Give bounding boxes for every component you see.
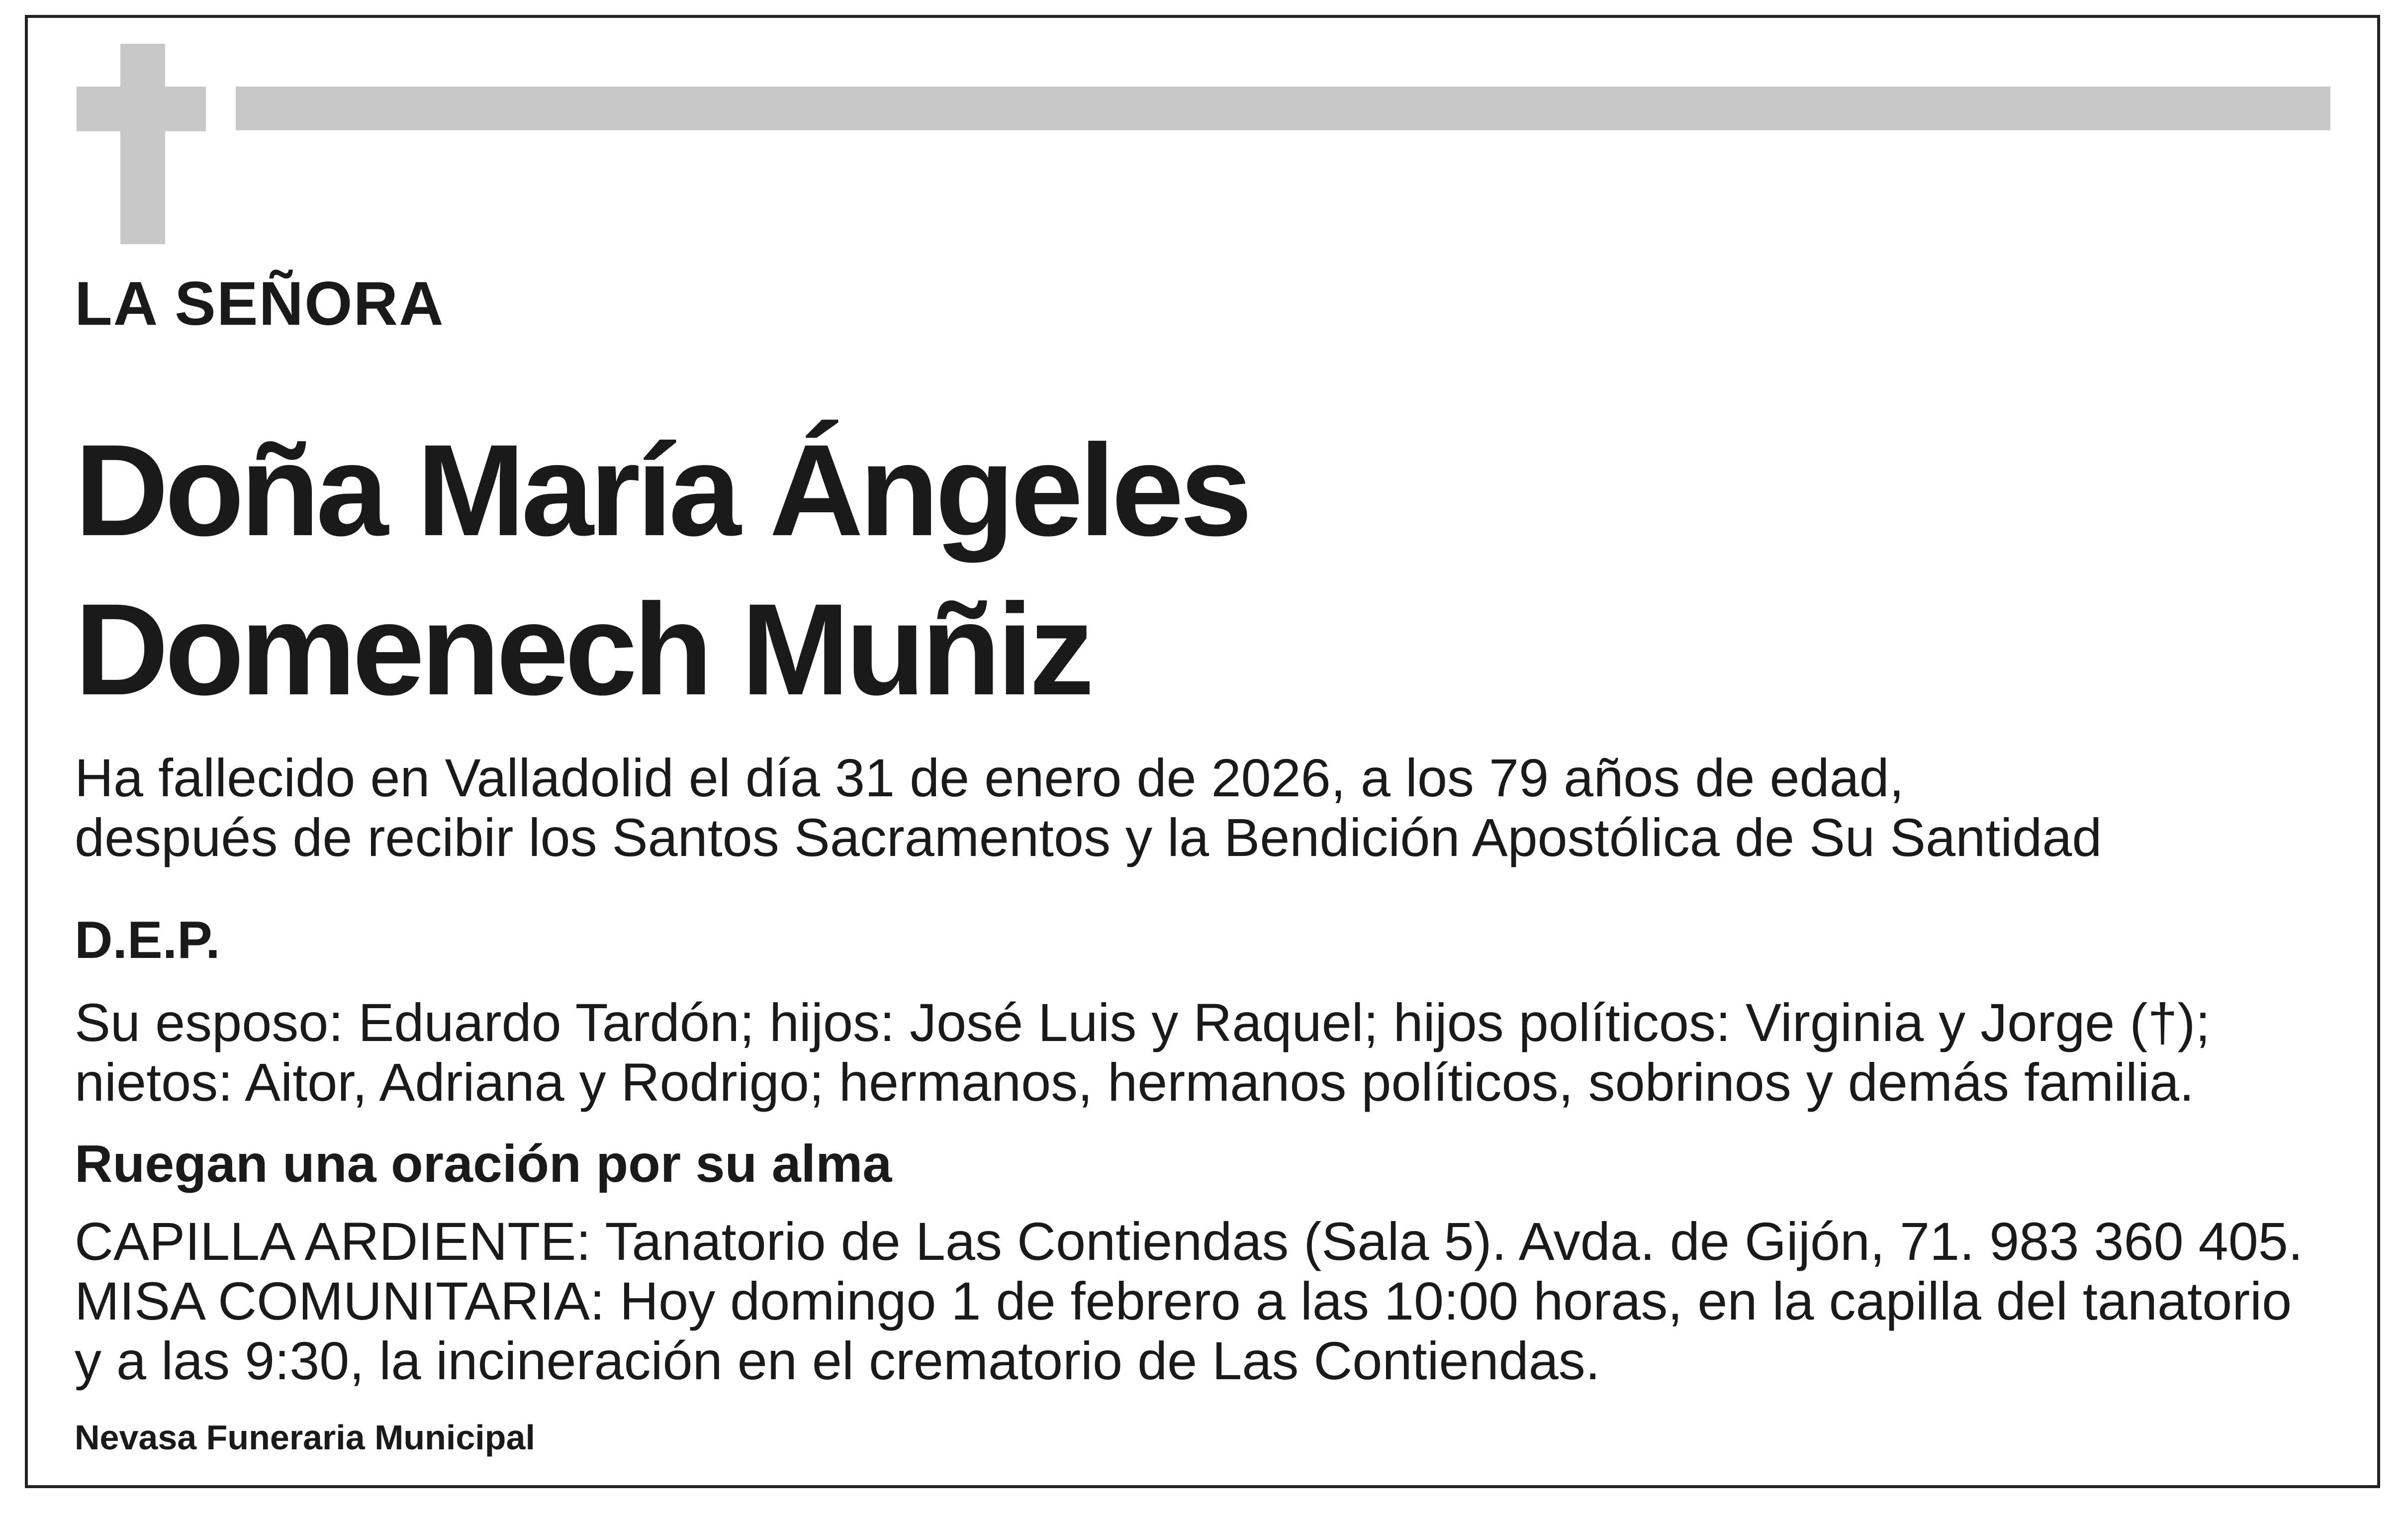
family-line-1: Su esposo: Eduardo Tardón; hijos: José Luis y Raquel; hijos políticos: Virginia y Jorge (†);: [75, 992, 2211, 1052]
cross-icon: [77, 44, 206, 244]
rip-label: D.E.P.: [75, 911, 220, 969]
family-line-2: nietos: Aitor, Adriana y Rodrigo; hermanos, hermanos políticos, sobrinos y demás familia.: [75, 1052, 2195, 1112]
deceased-name-line-1: Doña María Ángeles: [75, 417, 1249, 563]
funeral-home-name: Nevasa Funeraria Municipal: [75, 1418, 535, 1457]
header-divider: [236, 87, 2330, 130]
prayer-request: Ruegan una oración por su alma: [75, 1135, 892, 1193]
service-info-line-2: MISA COMUNITARIA: Hoy domingo 1 de febrero a las 10:00 horas, en la capilla del tanatorio: [75, 1271, 2292, 1331]
service-info-line-3: y a las 9:30, la incineración en el crematorio de Las Contiendas.: [75, 1330, 1600, 1391]
honorific-prefix: LA SEÑORA: [75, 270, 445, 338]
service-info-line-1: CAPILLA ARDIENTE: Tanatorio de Las Contiendas (Sala 5). Avda. de Gijón, 71. 983 360 405.: [75, 1211, 2303, 1271]
death-details-line-2: después de recibir los Santos Sacramentos y la Bendición Apostólica de Su Santidad: [75, 807, 2102, 867]
death-details-line-1: Ha fallecido en Valladolid el día 31 de enero de 2026, a los 79 años de edad,: [75, 748, 1904, 808]
deceased-name-line-2: Domenech Muñiz: [75, 576, 1091, 722]
